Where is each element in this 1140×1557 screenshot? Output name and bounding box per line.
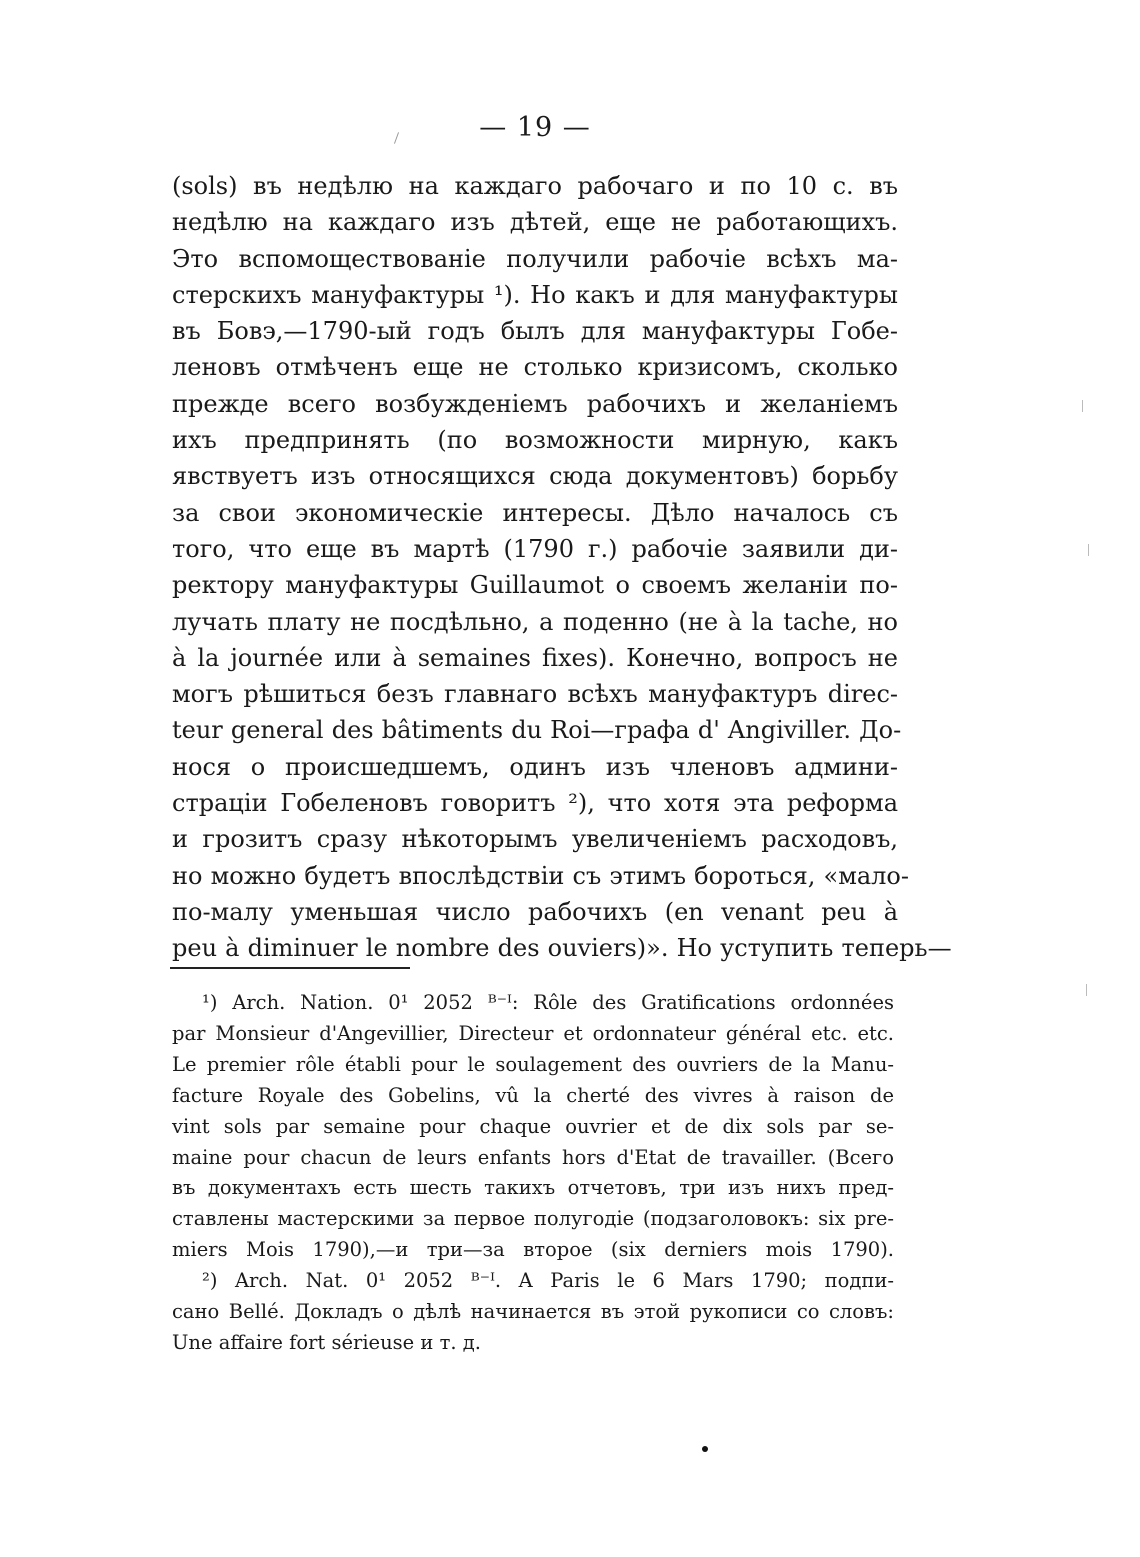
text-line: ректору мануфактуры Guillaumot о своемъ желаніи по- [172,571,898,600]
main-text [172,168,952,967]
footnote-line: Le premier rôle établi pour le soulagement des ouvriers de la Manu- [172,1052,894,1076]
text-line: и грозитъ сразу нѣкоторымъ увеличеніемъ расходовъ, [172,825,898,854]
footnote-line: par Monsieur d'Angevillier, Directeur et ordonnateur général etc. etc. [172,1021,894,1045]
text-line: леновъ отмѣченъ еще не столько кризисомъ, сколько [172,353,898,382]
footnote-line: miers Mois 1790),—и три—за второе (six derniers mois 1790). [172,1238,894,1262]
footnote-line: maine pour chacun de leurs enfants hors d'Etat de travailler. (Всего [172,1145,894,1169]
footnote-line: Une affaire fort sérieuse и т. д. [172,1330,481,1354]
text-line: явствуетъ изъ относящихся сюда документовъ) борьбу [172,462,898,491]
footnote-line: ставлены мастерскими за первое полугодіе (подзаголовокъ: six pre- [172,1207,894,1231]
text-line: страціи Гобеленовъ говоритъ ²), что хотя эта реформа [172,789,898,818]
footnotes [172,988,894,1359]
text-line: за свои экономическіе интересы. Дѣло началось съ [172,498,898,527]
footnote-separator [170,967,410,969]
footnote-line: vint sols par semaine pour chaque ouvrier et de dix sols par se- [172,1114,894,1138]
text-line: прежде всего возбужденіемъ рабочихъ и желаніемъ [172,389,898,418]
text-line: нося о происшедшемъ, одинъ изъ членовъ админи- [172,752,898,781]
text-line: но можно будетъ впослѣдствіи съ этимъ бороться, «мало- [172,861,909,890]
footnote-2 [172,1266,894,1359]
text-line: ихъ предпринять (по возможности мирную, какъ [172,426,898,455]
footnote-line: facture Royale des Gobelins, vû la cherté des vivres à raison de [172,1083,894,1107]
text-line: teur general des bâtiments du Roi—графа d' Angiviller. До- [172,716,902,745]
page-number: — 19 — [479,112,591,143]
text-line: peu à diminuer le nombre des ouviers)». Но уступить теперь— [172,934,952,963]
text-line: (sols) въ недѣлю на каждаго рабочаго и по 10 с. въ [172,172,898,200]
scan-mark [1086,984,1087,996]
text-line: въ Бовэ,—1790-ый годъ былъ для мануфактуры Гобе- [172,317,898,346]
ink-speck [702,1446,708,1452]
footnote-line: сано Bellé. Докладъ о дѣлѣ начинается въ этой рукописи со словъ: [172,1300,894,1324]
text-line: Это вспомоществованіе получили рабочіе всѣхъ ма- [172,244,898,273]
footnote-line: въ документахъ есть шесть такихъ отчетовъ, три изъ нихъ пред- [172,1176,894,1200]
text-line: недѣлю на каждаго изъ дѣтей, еще не работающихъ. [172,208,898,237]
text-line: à la journée или à semaines fixes). Конечно, вопросъ не [172,643,898,672]
text-line: по-малу уменьшая число рабочихъ (en venant peu à [172,897,898,926]
footnote-line: ¹) Arch. Nation. 0¹ 2052 ᴮ⁻ᴵ: Rôle des Gratifications ordonnées [202,991,894,1014]
scan-mark [1088,544,1089,556]
text-line: того, что еще въ мартѣ (1790 г.) рабочіе заявили ди- [172,534,898,563]
footnote-1 [172,988,894,1266]
footnote-line: ²) Arch. Nat. 0¹ 2052 ᴮ⁻ᴵ. A Paris le 6 Mars 1790; подпи- [202,1269,894,1293]
scan-mark [1082,400,1083,412]
text-line: лучать плату не посдѣльно, а поденно (не à la tache, но [172,607,898,636]
text-line: стерскихъ мануфактуры ¹). Но какъ и для мануфактуры [172,280,898,309]
text-line: могъ рѣшиться безъ главнаго всѣхъ мануфактуръ direc- [172,680,898,709]
